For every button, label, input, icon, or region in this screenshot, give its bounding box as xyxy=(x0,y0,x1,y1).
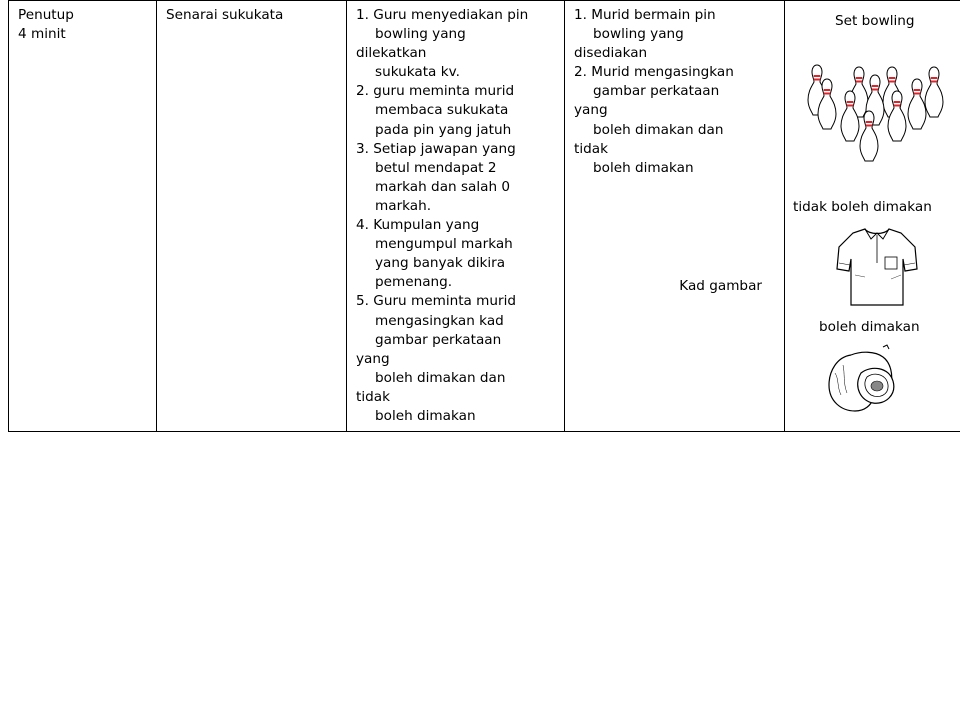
list-item: tidak xyxy=(356,388,390,405)
list-item: membaca sukukata xyxy=(375,102,509,119)
list-item: boleh dimakan dan xyxy=(593,121,724,138)
fruit-icon xyxy=(825,343,897,413)
stage-title: Penutup xyxy=(18,7,74,23)
list-item: 2. Murid mengasingkan xyxy=(574,64,734,81)
teacher-activity-list xyxy=(347,1,564,426)
list-item: markah dan salah 0 xyxy=(375,178,511,195)
list-item: gambar perkataan xyxy=(593,83,720,100)
edible-label: boleh dimakan xyxy=(819,319,920,335)
list-item: boleh dimakan xyxy=(593,159,694,176)
list-item: bowling yang xyxy=(593,26,684,43)
content-text: Senarai sukukata xyxy=(166,7,284,23)
list-item: 2. guru meminta murid xyxy=(356,83,515,100)
student-activity-list xyxy=(565,1,784,178)
list-item: pada pin yang jatuh xyxy=(375,121,512,138)
bowling-set-label: Set bowling xyxy=(835,13,915,29)
student-activity-cell xyxy=(565,1,785,432)
list-item: sukukata kv. xyxy=(375,64,460,81)
list-item: 1. Guru menyediakan pin xyxy=(356,7,529,23)
shirt-icon xyxy=(835,225,919,307)
list-item: mengumpul markah xyxy=(375,236,513,253)
list-item: markah. xyxy=(375,197,432,214)
list-item: yang xyxy=(356,350,390,367)
list-item: 4. Kumpulan yang xyxy=(356,217,480,234)
list-item: boleh dimakan dan xyxy=(375,369,506,386)
content-cell xyxy=(157,1,347,432)
stage-cell xyxy=(9,1,157,432)
inedible-label: tidak boleh dimakan xyxy=(793,199,932,215)
resources-cell xyxy=(785,1,960,432)
list-item: disediakan xyxy=(574,45,648,62)
stage-duration: 4 minit xyxy=(18,26,66,43)
lesson-plan-table xyxy=(8,0,960,432)
list-item: 5. Guru meminta murid xyxy=(356,293,517,310)
list-item: 1. Murid bermain pin xyxy=(574,7,716,23)
table-row xyxy=(9,1,960,432)
list-item: mengasingkan kad xyxy=(375,312,504,329)
list-item: yang xyxy=(574,102,608,119)
list-item: betul mendapat 2 xyxy=(375,159,497,176)
bowling-pins-icon xyxy=(807,61,947,181)
list-item: gambar perkataan xyxy=(375,331,502,348)
list-item: bowling yang xyxy=(375,26,466,43)
list-item: dilekatkan xyxy=(356,45,427,62)
list-item: yang banyak dikira xyxy=(375,255,506,272)
list-item: 3. Setiap jawapan yang xyxy=(356,140,516,157)
list-item: tidak xyxy=(574,140,608,157)
materials-label: Kad gambar xyxy=(679,278,762,294)
list-item: pemenang. xyxy=(375,274,453,291)
list-item: boleh dimakan xyxy=(375,407,476,424)
teacher-activity-cell xyxy=(347,1,565,432)
